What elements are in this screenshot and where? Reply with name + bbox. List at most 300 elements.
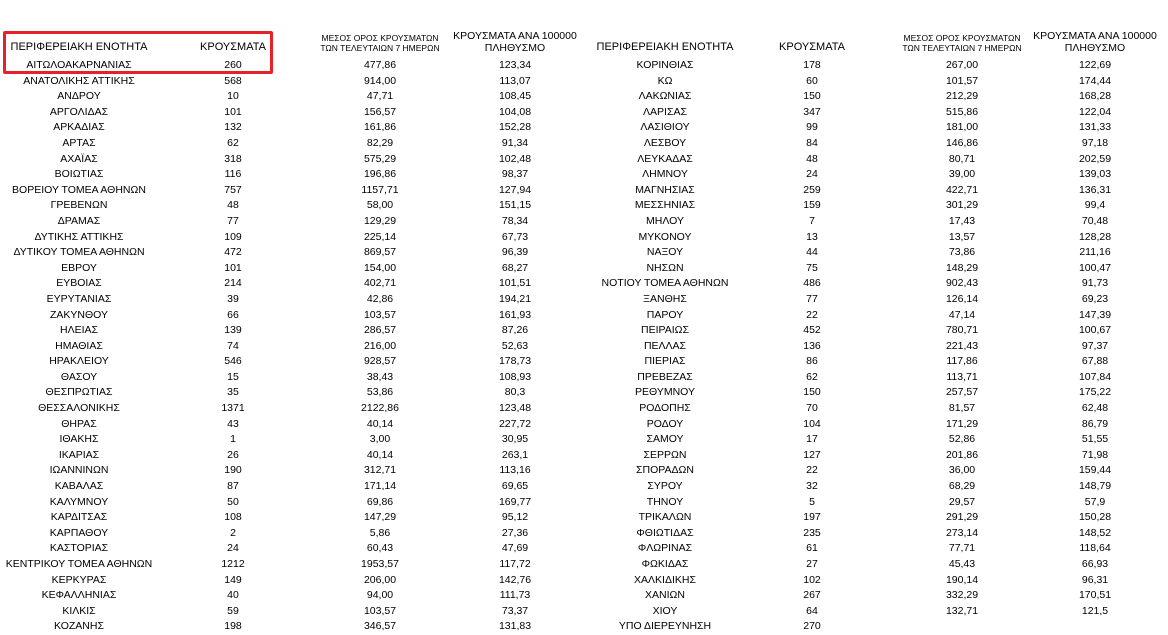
- header-per100k-right: [1022, 30, 1168, 54]
- cell-unit: ΚΕΝΤΡΙΚΟΥ ΤΟΜΕΑ ΑΘΗΝΩΝ: [5, 558, 153, 570]
- cell-avg7: 5,86: [369, 526, 391, 539]
- cell-cases: 48: [227, 199, 239, 212]
- cell-cases: 74: [227, 339, 239, 352]
- cell-avg7: 201,86: [945, 448, 979, 461]
- table-row: [592, 261, 1168, 277]
- cell-unit: ΓΡΕΒΕΝΩΝ: [50, 199, 108, 212]
- cell-cases: 150: [803, 90, 821, 103]
- cell-cases: 15: [227, 370, 239, 383]
- cell-per100k: 108,93: [498, 370, 532, 383]
- cell-unit: ΔΡΑΜΑΣ: [57, 214, 101, 227]
- cell-unit: ΒΟΡΕΙΟΥ ΤΟΜΕΑ ΑΘΗΝΩΝ: [12, 183, 146, 196]
- cell-per100k: 169,77: [498, 495, 532, 508]
- cell-unit: ΡΟΔΟΠΗΣ: [639, 402, 691, 415]
- cell-unit: ΚΑΣΤΟΡΙΑΣ: [49, 542, 109, 555]
- cell-cases: 7: [809, 214, 815, 227]
- cell-per100k: 78,34: [501, 214, 529, 227]
- cell-avg7: 286,57: [363, 324, 397, 337]
- cell-unit: ΧΑΛΚΙΔΙΚΗΣ: [634, 573, 696, 586]
- table-row: [592, 417, 1168, 433]
- cell-cases: 44: [806, 246, 818, 259]
- table-row: [0, 89, 592, 105]
- cell-avg7: 101,57: [945, 74, 979, 87]
- cell-per100k: 131,83: [498, 620, 532, 633]
- table-row: [0, 354, 592, 370]
- cell-unit: ΣΑΜΟΥ: [646, 433, 684, 446]
- table-row: [592, 541, 1168, 557]
- cell-unit: ΦΩΚΙΔΑΣ: [641, 558, 689, 570]
- cell-cases: 50: [227, 495, 239, 508]
- cell-cases: 2: [230, 526, 236, 539]
- cell-unit: ΙΚΑΡΙΑΣ: [58, 448, 100, 461]
- cell-cases: 13: [806, 230, 818, 243]
- cell-unit: ΧΙΟΥ: [652, 604, 678, 617]
- cell-per100k: 47,69: [501, 542, 529, 555]
- cell-avg7: 221,43: [945, 339, 979, 352]
- cell-cases: 48: [806, 152, 818, 165]
- cell-cases: 66: [227, 308, 239, 321]
- cell-cases: 214: [224, 277, 242, 290]
- cell-per100k: 70,48: [1081, 214, 1109, 227]
- cell-unit: ΛΕΥΚΑΔΑΣ: [637, 152, 693, 165]
- cell-unit: ΛΑΡΙΣΑΣ: [643, 105, 687, 118]
- table-row: [592, 198, 1168, 214]
- cell-cases: 149: [224, 573, 242, 586]
- table-row: [0, 183, 592, 199]
- cell-avg7: 132,71: [945, 604, 979, 617]
- table-row: [0, 479, 592, 495]
- cell-avg7: 103,57: [363, 308, 397, 321]
- cell-unit: ΝΟΤΙΟΥ ΤΟΜΕΑ ΑΘΗΝΩΝ: [601, 277, 729, 290]
- cell-per100k: 170,51: [1078, 589, 1112, 602]
- cell-avg7: 171,14: [363, 480, 397, 493]
- cell-per100k: 227,72: [498, 417, 532, 430]
- cell-unit: ΒΟΙΩΤΙΑΣ: [54, 168, 104, 181]
- cell-per100k: 99,4: [1084, 199, 1106, 212]
- cell-per100k: 69,23: [1081, 292, 1109, 305]
- cell-unit: ΞΑΝΘΗΣ: [643, 292, 687, 305]
- table-row: [592, 432, 1168, 448]
- cell-cases: 24: [806, 168, 818, 181]
- cell-cases: 260: [224, 59, 242, 71]
- cell-avg7: 52,86: [948, 433, 976, 446]
- cell-avg7: 575,29: [363, 152, 397, 165]
- cell-per100k: 91,34: [501, 136, 529, 149]
- cell-per100k: 150,28: [1078, 511, 1112, 524]
- cell-unit: ΡΟΔΟΥ: [646, 417, 684, 430]
- table-row: [0, 198, 592, 214]
- cell-per100k: 91,73: [1081, 277, 1109, 290]
- table-row: [0, 105, 592, 121]
- cell-per100k: 123,48: [498, 402, 532, 415]
- cell-cases: 101: [224, 261, 242, 274]
- cell-unit: ΠΑΡΟΥ: [646, 308, 684, 321]
- cell-cases: 198: [224, 620, 242, 633]
- cell-cases: 77: [227, 214, 239, 227]
- cell-cases: 39: [227, 292, 239, 305]
- cell-unit: ΜΥΚΟΝΟΥ: [638, 230, 692, 243]
- cell-per100k: 111,73: [499, 589, 531, 602]
- cell-per100k: 67,73: [501, 230, 529, 243]
- cell-cases: 102: [803, 573, 821, 586]
- cell-per100k: 128,28: [1078, 230, 1112, 243]
- cell-unit: ΚΟΖΑΝΗΣ: [54, 620, 104, 633]
- table-row: [0, 448, 592, 464]
- cell-avg7: 402,71: [363, 277, 397, 290]
- cell-avg7: 1157,71: [361, 183, 399, 196]
- cell-per100k: 86,79: [1081, 417, 1109, 430]
- table-row: [592, 214, 1168, 230]
- table-row: [0, 401, 592, 417]
- cell-avg7: 29,57: [948, 495, 976, 508]
- cell-avg7: 94,00: [366, 589, 394, 602]
- table-row: [592, 89, 1168, 105]
- cell-per100k: 27,36: [501, 526, 529, 539]
- cell-per100k: 175,22: [1078, 386, 1112, 399]
- cell-cases: 132: [224, 121, 242, 134]
- cell-unit: ΚΕΡΚΥΡΑΣ: [51, 573, 107, 586]
- cell-avg7: 103,57: [363, 604, 397, 617]
- cell-cases: 35: [227, 386, 239, 399]
- cell-unit: ΑΝΑΤΟΛΙΚΗΣ ΑΤΤΙΚΗΣ: [23, 74, 135, 87]
- cell-per100k: 136,31: [1078, 183, 1112, 196]
- cell-avg7: 117,86: [946, 355, 978, 368]
- cell-unit: ΠΕΛΛΑΣ: [643, 339, 687, 352]
- cell-cases: 62: [227, 136, 239, 149]
- cell-cases: 104: [803, 417, 821, 430]
- cell-unit: ΜΕΣΣΗΝΙΑΣ: [634, 199, 696, 212]
- cell-unit: ΝΗΣΩΝ: [646, 261, 684, 274]
- cell-per100k: 131,33: [1078, 121, 1112, 134]
- table-row: [0, 385, 592, 401]
- cell-cases: 101: [224, 105, 242, 118]
- cell-unit: ΜΗΛΟΥ: [646, 214, 684, 227]
- cell-per100k: 107,84: [1078, 370, 1112, 383]
- header-per100k-right-line1: ΚΡΟΥΣΜΑΤΑ ΑΝΑ 100000: [1033, 29, 1157, 42]
- cell-unit: ΘΗΡΑΣ: [61, 417, 97, 430]
- header-per100k-line2: ΠΛΗΘΥΣΜΟ: [484, 41, 546, 54]
- header-unit: ΠΕΡΙΦΕΡΕΙΑΚΗ ΕΝΟΤΗΤΑ: [10, 41, 148, 54]
- table-row: [0, 541, 592, 557]
- header-avg7: [300, 34, 460, 54]
- cell-cases: 27: [806, 558, 818, 570]
- cell-cases: 61: [806, 542, 818, 555]
- cell-avg7: 40,14: [366, 417, 394, 430]
- cell-per100k: 102,48: [498, 152, 532, 165]
- header-cases: ΚΡΟΥΣΜΑΤΑ: [200, 41, 266, 54]
- table-row: [0, 261, 592, 277]
- table-row: [0, 245, 592, 261]
- cell-per100k: 118,64: [1079, 542, 1111, 555]
- cell-avg7: 257,57: [945, 386, 979, 399]
- cell-avg7: 39,00: [948, 168, 976, 181]
- cell-unit: ΗΛΕΙΑΣ: [59, 324, 98, 337]
- cell-per100k: 117,72: [499, 558, 531, 570]
- table-row: [592, 510, 1168, 526]
- left-rows: [0, 58, 592, 635]
- cell-avg7: 301,29: [945, 199, 979, 212]
- cell-per100k: 123,34: [498, 59, 532, 71]
- table-row: [0, 495, 592, 511]
- cell-avg7: 68,29: [948, 480, 976, 493]
- cell-unit: ΦΘΙΩΤΙΔΑΣ: [636, 526, 694, 539]
- cell-unit: ΚΩ: [657, 74, 673, 87]
- cell-per100k: 194,21: [498, 292, 532, 305]
- table-row: [0, 588, 592, 604]
- cell-unit: ΛΕΣΒΟΥ: [643, 136, 687, 149]
- cell-per100k: 121,5: [1081, 604, 1109, 617]
- cell-per100k: 67,88: [1081, 355, 1109, 368]
- cell-per100k: 62,48: [1081, 402, 1109, 415]
- table-row: [0, 167, 592, 183]
- cell-avg7: 181,00: [945, 121, 979, 134]
- cell-per100k: 101,51: [498, 277, 532, 290]
- cell-avg7: 212,29: [945, 90, 979, 103]
- cell-per100k: 174,44: [1078, 74, 1112, 87]
- cell-cases: 108: [224, 511, 242, 524]
- cell-avg7: 914,00: [363, 74, 397, 87]
- cell-cases: 32: [806, 480, 818, 493]
- cell-cases: 116: [224, 168, 242, 181]
- cell-cases: 17: [806, 433, 818, 446]
- cell-per100k: 168,28: [1078, 90, 1112, 103]
- table-row: [592, 323, 1168, 339]
- cell-cases: 452: [803, 324, 821, 337]
- cell-unit: ΑΝΔΡΟΥ: [57, 90, 101, 103]
- table-row: [592, 573, 1168, 589]
- cell-cases: 139: [224, 324, 242, 337]
- cell-per100k: 98,37: [501, 168, 529, 181]
- cell-per100k: 100,47: [1078, 261, 1112, 274]
- cell-avg7: 190,14: [945, 573, 979, 586]
- cell-avg7: 36,00: [948, 464, 976, 477]
- cell-per100k: 80,3: [504, 386, 526, 399]
- cell-cases: 40: [227, 589, 239, 602]
- cell-unit: ΚΑΡΔΙΤΣΑΣ: [50, 511, 108, 524]
- cell-cases: 190: [224, 464, 242, 477]
- cell-avg7: 225,14: [363, 230, 397, 243]
- table-row: [592, 370, 1168, 386]
- table-row: [592, 588, 1168, 604]
- cell-unit: ΑΙΤΩΛΟΑΚΑΡΝΑΝΙΑΣ: [26, 59, 132, 71]
- header-per100k-line1: ΚΡΟΥΣΜΑΤΑ ΑΝΑ 100000: [453, 29, 577, 42]
- right-rows: [592, 58, 1168, 635]
- cell-avg7: 47,14: [948, 308, 976, 321]
- cell-cases: 1371: [221, 402, 245, 415]
- cell-per100k: 69,65: [501, 480, 529, 493]
- cell-per100k: 211,16: [1079, 246, 1111, 259]
- cell-avg7: 902,43: [945, 277, 979, 290]
- table-row: [0, 604, 592, 620]
- cell-cases: 99: [806, 121, 818, 134]
- cell-avg7: 346,57: [363, 620, 397, 633]
- cell-avg7: 80,71: [948, 152, 976, 165]
- table-row: [592, 557, 1168, 573]
- cell-unit: ΣΠΟΡΑΔΩΝ: [636, 464, 694, 477]
- cell-avg7: 82,29: [366, 136, 394, 149]
- cell-avg7: 113,71: [946, 370, 978, 383]
- table-row: [592, 385, 1168, 401]
- table-row: [592, 308, 1168, 324]
- table-row: [592, 58, 1168, 74]
- cell-avg7: 58,00: [366, 199, 394, 212]
- cell-per100k: 52,63: [501, 339, 529, 352]
- cell-cases: 5: [809, 495, 815, 508]
- cell-avg7: 47,71: [366, 90, 394, 103]
- cell-per100k: 113,07: [499, 74, 531, 87]
- table-row: [0, 526, 592, 542]
- cell-cases: 235: [803, 526, 821, 539]
- table-row: [592, 495, 1168, 511]
- table-row: [592, 479, 1168, 495]
- cell-avg7: 148,29: [945, 261, 979, 274]
- cell-per100k: 159,44: [1078, 464, 1112, 477]
- table-row: [592, 136, 1168, 152]
- cell-unit: ΑΡΤΑΣ: [62, 136, 96, 149]
- cell-avg7: 40,14: [366, 448, 394, 461]
- table-row: [592, 339, 1168, 355]
- table-row: [592, 354, 1168, 370]
- right-header: [592, 0, 1168, 58]
- cell-avg7: 45,43: [948, 558, 976, 570]
- cell-cases: 22: [806, 308, 818, 321]
- table-row: [592, 230, 1168, 246]
- cell-avg7: 38,43: [366, 370, 394, 383]
- cell-avg7: 780,71: [945, 324, 979, 337]
- table-row: [0, 417, 592, 433]
- table-row: [592, 276, 1168, 292]
- cell-per100k: 66,93: [1081, 558, 1109, 570]
- cell-avg7: 1953,57: [361, 558, 399, 570]
- cell-unit: ΚΑΒΑΛΑΣ: [54, 480, 104, 493]
- cell-avg7: 171,29: [945, 417, 979, 430]
- cell-per100k: 51,55: [1081, 433, 1109, 446]
- header-unit-right: ΠΕΡΙΦΕΡΕΙΑΚΗ ΕΝΟΤΗΤΑ: [596, 41, 734, 54]
- cell-unit: ΤΡΙΚΑΛΩΝ: [638, 511, 692, 524]
- cell-unit: ΑΧΑΪΑΣ: [60, 152, 98, 165]
- table-row: [0, 292, 592, 308]
- cell-unit: ΕΒΡΟΥ: [61, 261, 97, 274]
- cell-unit: ΑΡΚΑΔΙΑΣ: [53, 121, 105, 134]
- cell-unit: ΤΗΝΟΥ: [646, 495, 684, 508]
- table-row: [592, 401, 1168, 417]
- cell-cases: 127: [803, 448, 821, 461]
- cell-per100k: 122,04: [1078, 105, 1112, 118]
- cell-unit: ΛΑΣΙΘΙΟΥ: [640, 121, 690, 134]
- cell-cases: 1: [230, 433, 236, 446]
- cell-per100k: 95,12: [501, 511, 529, 524]
- table-row: [0, 432, 592, 448]
- cell-cases: 486: [803, 277, 821, 290]
- cell-per100k: 152,28: [498, 121, 532, 134]
- cell-unit: ΕΥΒΟΙΑΣ: [56, 277, 102, 290]
- cell-avg7: 129,29: [363, 214, 397, 227]
- cell-avg7: 17,43: [948, 214, 976, 227]
- table-row: [0, 370, 592, 386]
- cell-per100k: 57,9: [1084, 495, 1106, 508]
- cell-cases: 136: [803, 339, 821, 352]
- table-row: [592, 292, 1168, 308]
- cell-unit: ΚΑΛΥΜΝΟΥ: [49, 495, 109, 508]
- cell-per100k: 151,15: [498, 199, 532, 212]
- header-avg7-line2: ΤΩΝ ΤΕΛΕΥΤΑΙΩΝ 7 ΗΜΕΡΩΝ: [320, 43, 440, 54]
- cell-per100k: 263,1: [501, 448, 529, 461]
- cell-cases: 84: [806, 136, 818, 149]
- cell-unit: ΔΥΤΙΚΗΣ ΑΤΤΙΚΗΣ: [34, 230, 124, 243]
- table-row: [0, 323, 592, 339]
- cell-per100k: 113,16: [499, 464, 531, 477]
- cell-avg7: 156,57: [363, 105, 397, 118]
- cell-avg7: 13,57: [948, 230, 976, 243]
- cell-unit: ΣΕΡΡΩΝ: [643, 448, 687, 461]
- cell-unit: ΙΩΑΝΝΙΝΩΝ: [49, 464, 109, 477]
- cell-cases: 62: [806, 370, 818, 383]
- table-row: [0, 230, 592, 246]
- cell-avg7: 161,86: [363, 121, 397, 134]
- cell-per100k: 71,98: [1081, 448, 1109, 461]
- cell-per100k: 178,73: [498, 355, 532, 368]
- cell-avg7: 869,57: [363, 246, 397, 259]
- cell-per100k: 73,37: [501, 604, 529, 617]
- cell-cases: 159: [803, 199, 821, 212]
- cell-cases: 347: [803, 105, 821, 118]
- cell-per100k: 97,18: [1081, 136, 1109, 149]
- cell-unit: ΦΛΩΡΙΝΑΣ: [637, 542, 693, 555]
- cell-avg7: 73,86: [948, 246, 976, 259]
- cell-avg7: 69,86: [366, 495, 394, 508]
- cell-avg7: 291,29: [945, 511, 979, 524]
- table-row: [0, 573, 592, 589]
- cell-cases: 178: [803, 59, 821, 71]
- cell-per100k: 122,69: [1078, 59, 1112, 71]
- header-avg7-right-line2: ΤΩΝ ΤΕΛΕΥΤΑΙΩΝ 7 ΗΜΕΡΩΝ: [902, 43, 1022, 54]
- cell-avg7: 422,71: [945, 183, 979, 196]
- cell-cases: 24: [227, 542, 239, 555]
- cell-cases: 757: [224, 183, 242, 196]
- cell-per100k: 97,37: [1081, 339, 1109, 352]
- cell-avg7: 267,00: [945, 59, 979, 71]
- table-row: [592, 604, 1168, 620]
- table-row: [0, 557, 592, 573]
- table-row: [0, 214, 592, 230]
- cell-cases: 75: [806, 261, 818, 274]
- table-row: [592, 463, 1168, 479]
- cell-per100k: 161,93: [498, 308, 532, 321]
- cell-avg7: 332,29: [945, 589, 979, 602]
- table-row: [592, 448, 1168, 464]
- table-row: [592, 183, 1168, 199]
- cell-unit: ΕΥΡΥΤΑΝΙΑΣ: [46, 292, 112, 305]
- cell-per100k: 68,27: [501, 261, 529, 274]
- header-per100k: [440, 30, 590, 54]
- cell-unit: ΚΑΡΠΑΘΟΥ: [49, 526, 109, 539]
- table-row: [0, 308, 592, 324]
- cell-unit: ΘΕΣΣΑΛΟΝΙΚΗΣ: [38, 402, 120, 415]
- cell-per100k: 147,39: [1078, 308, 1112, 321]
- cell-unit: ΜΑΓΝΗΣΙΑΣ: [635, 183, 695, 196]
- table-row: [0, 510, 592, 526]
- highlight-box: [3, 31, 273, 74]
- cell-per100k: 139,03: [1078, 168, 1112, 181]
- cell-avg7: 2122,86: [361, 402, 399, 415]
- table-row: [592, 152, 1168, 168]
- cell-per100k: 30,95: [501, 433, 529, 446]
- header-cases-right: ΚΡΟΥΣΜΑΤΑ: [779, 41, 845, 54]
- cell-cases: 259: [803, 183, 821, 196]
- header-avg7-right: [882, 34, 1042, 54]
- cell-unit: ΠΡΕΒΕΖΑΣ: [637, 370, 693, 383]
- cell-cases: 22: [806, 464, 818, 477]
